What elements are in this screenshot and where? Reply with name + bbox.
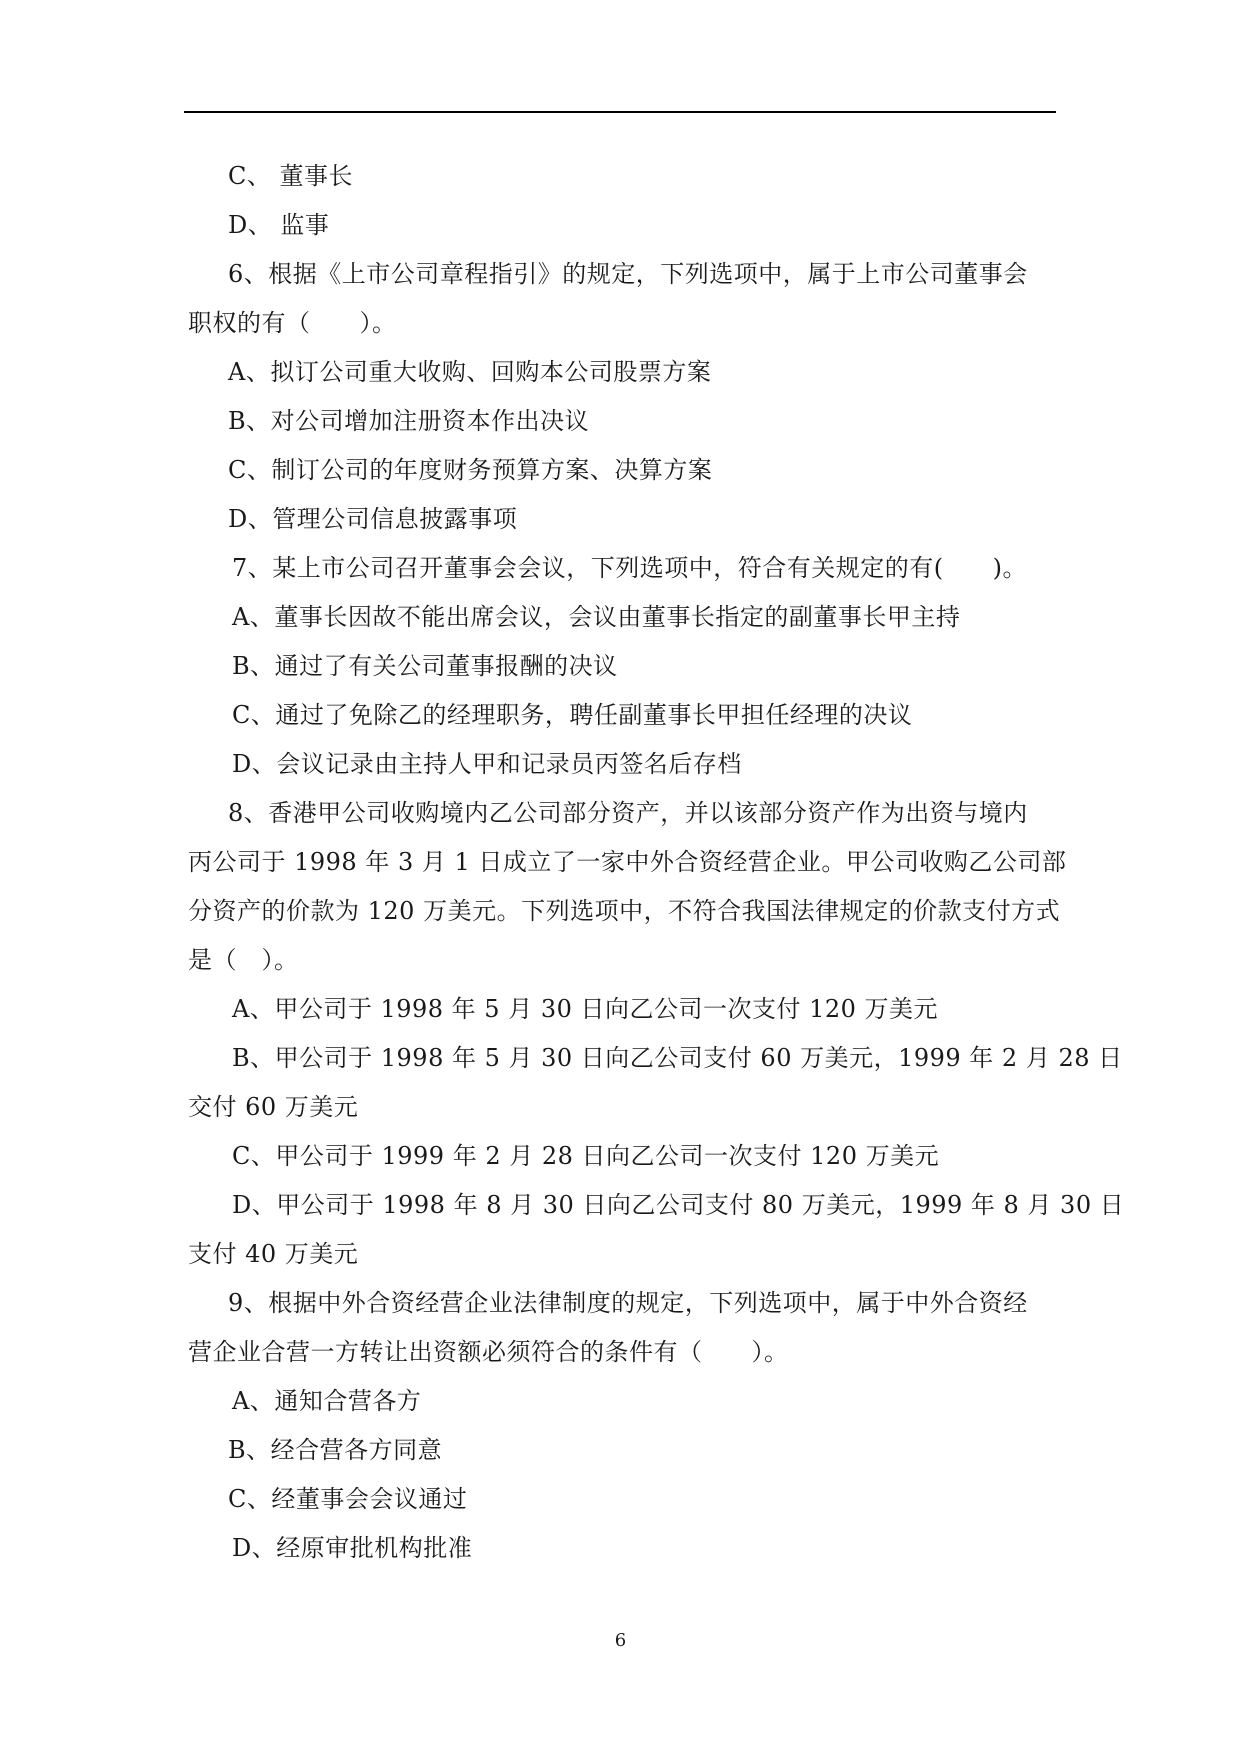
text-line: 9、根据中外合资经营企业法律制度的规定，下列选项中，属于中外合资经 xyxy=(228,1289,1028,1317)
text-line: B、对公司增加注册资本作出决议 xyxy=(228,407,590,435)
text-line: C、甲公司于 1999 年 2 月 28 日向乙公司一次支付 120 万美元 xyxy=(232,1142,940,1170)
text-line: D、 监事 xyxy=(228,211,330,239)
text-line: 营企业合营一方转让出资额必须符合的条件有（ ）。 xyxy=(188,1338,789,1366)
text-line: C、制订公司的年度财务预算方案、决算方案 xyxy=(228,456,713,484)
page-number: 6 xyxy=(614,1630,627,1651)
header-rule xyxy=(184,111,1056,113)
text-line: 职权的有（ ）。 xyxy=(188,309,397,337)
text-line: D、会议记录由主持人甲和记录员丙签名后存档 xyxy=(232,750,742,778)
document-body xyxy=(188,152,1125,1573)
text-line: 6、根据《上市公司章程指引》的规定，下列选项中，属于上市公司董事会 xyxy=(228,260,1028,288)
text-line: A、通知合营各方 xyxy=(232,1387,422,1415)
text-line: C、 董事长 xyxy=(228,162,353,190)
text-line: 8、香港甲公司收购境内乙公司部分资产，并以该部分资产作为出资与境内 xyxy=(228,799,1028,827)
text-line: C、通过了免除乙的经理职务，聘任副董事长甲担任经理的决议 xyxy=(232,701,913,729)
text-line: C、经董事会会议通过 xyxy=(228,1485,468,1513)
text-line: 是（ ）。 xyxy=(188,946,299,974)
text-line: 7、某上市公司召开董事会会议，下列选项中，符合有关规定的有( )。 xyxy=(232,554,1027,582)
text-line: A、甲公司于 1998 年 5 月 30 日向乙公司一次支付 120 万美元 xyxy=(232,995,939,1023)
text-line: D、经原审批机构批准 xyxy=(232,1534,473,1562)
text-line: A、董事长因故不能出席会议，会议由董事长指定的副董事长甲主持 xyxy=(232,603,961,631)
text-line: B、通过了有关公司董事报酬的决议 xyxy=(232,652,618,680)
text-line: D、甲公司于 1998 年 8 月 30 日向乙公司支付 80 万美元，1999 年 8 月 30 日 xyxy=(232,1191,1125,1219)
text-line: B、经合营各方同意 xyxy=(228,1436,443,1464)
text-line: D、管理公司信息披露事项 xyxy=(228,505,518,533)
text-line: 分资产的价款为 120 万美元。下列选项中，不符合我国法律规定的价款支付方式 xyxy=(188,897,1061,925)
text-line: 丙公司于 1998 年 3 月 1 日成立了一家中外合资经营企业。甲公司收购乙公司部 xyxy=(188,848,1067,876)
text-line: A、拟订公司重大收购、回购本公司股票方案 xyxy=(228,358,712,386)
text-line: 交付 60 万美元 xyxy=(188,1093,359,1121)
text-line: B、甲公司于 1998 年 5 月 30 日向乙公司支付 60 万美元，1999 年 2 月 28 日 xyxy=(232,1044,1123,1072)
text-line: 支付 40 万美元 xyxy=(188,1240,359,1268)
